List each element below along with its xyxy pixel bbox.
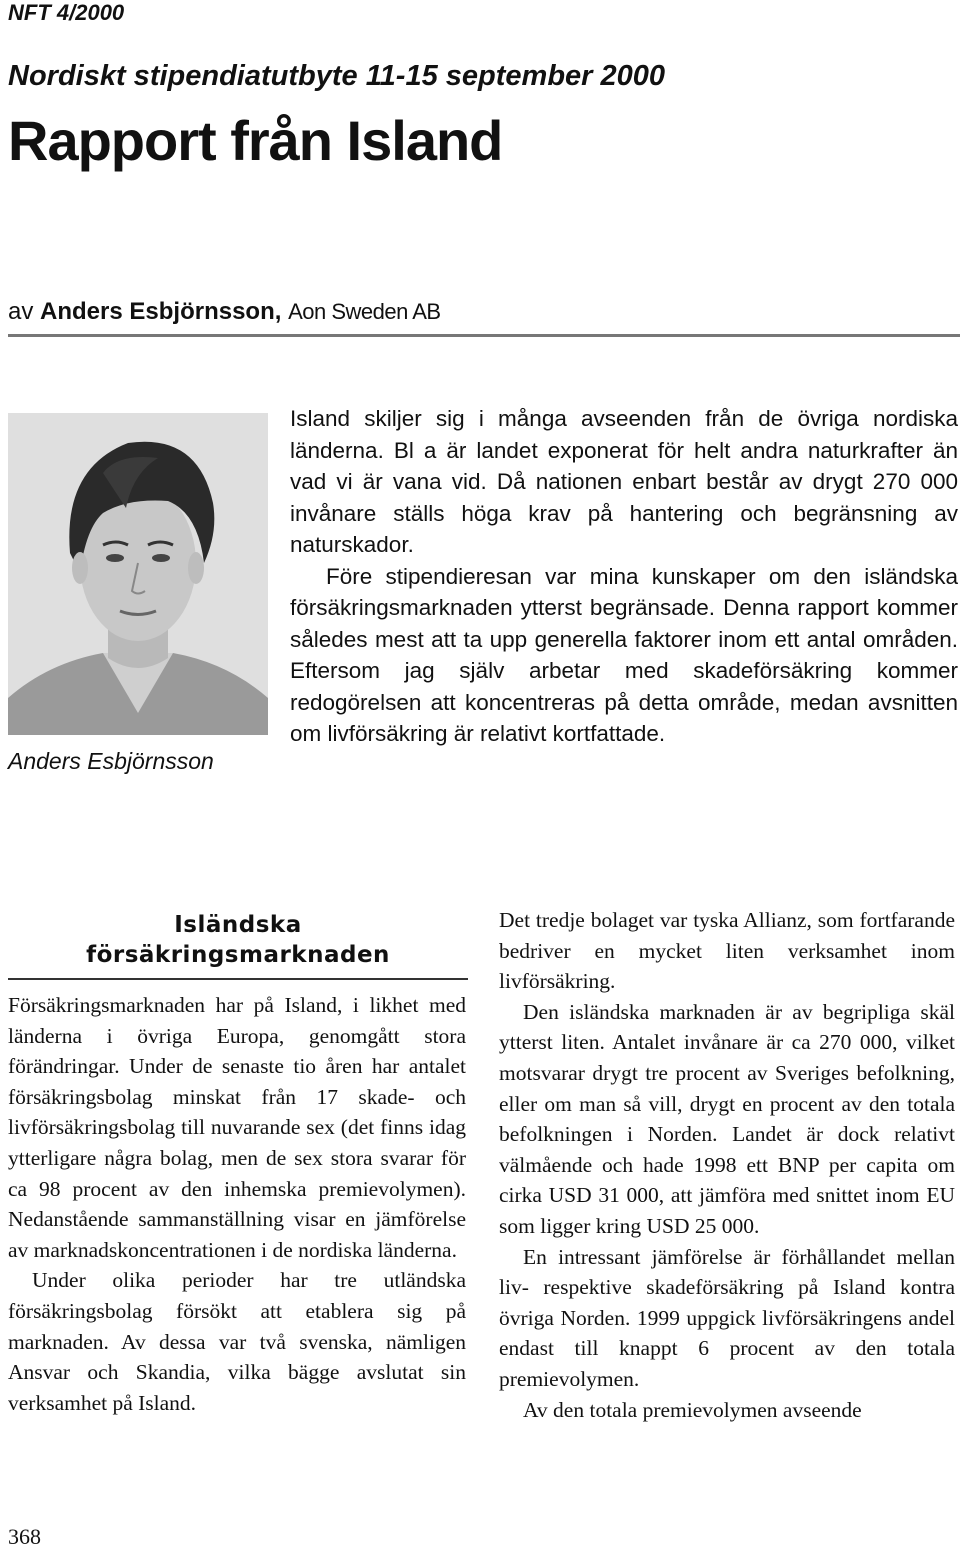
author-name: Anders Esbjörnsson, [40,298,282,325]
article-title: Rapport från Island [8,109,503,172]
section-heading-line: försäkringsmarknaden [86,942,390,968]
section-heading [8,910,468,970]
page-number: 368 [8,1524,41,1549]
right-column [499,905,955,1425]
body-paragraph: Under olika perioder har tre utländska försäkringsbolag försökt att etablera sig på marknaden. Av dessa var två svenska, nämligen Ansvar och Skandia, vilka bägge avslutat sin verksamhet på Island. [8,1268,466,1415]
intro-paragraph: Före stipendieresan var mina kunskaper om den isländska försäkringsmarknaden ytterst begränsade. Denna rapport kommer således mest att ta upp generella faktorer inom ett antal områden. Eftersom jag själv arbetar med skadeförsäkring kommer redogörelsen att koncentreras på detta område, medan avsnitten om livförsäkring är relativt kortfattade. [290,563,958,746]
body-paragraph: Det tredje bolaget var tyska Allianz, som fortfarande bedriver en mycket liten verksamhet inom livförsäkring. [499,908,955,994]
header-divider [8,334,960,337]
intro-paragraph: Island skiljer sig i många avseenden från de övriga nordiska länderna. Bl a är landet exponerat för helt andra naturkrafter än vad vi är vana vid. Då nationen enbart består av drygt 270 000 invånare ställs höga krav på hantering och begränsning av naturskador. [290,406,958,557]
issue-label: NFT 4/2000 [8,0,125,25]
photo-caption: Anders Esbjörnsson [8,748,214,774]
body-paragraph: Försäkringsmarknaden har på Island, i likhet med länderna i övriga Europa, genomgått stora förändringar. Under de senaste tio åren har antalet försäkringsbolag minskat från 17 skade- och livförsäkringsbolag till nuvarande sex (det finns idag ytterligare några bolag, men de sex stora svarar för ca 98 procent av den inhemska premievolymen). Nedanstående sammanställning visar en jämförelse av marknadskoncentrationen i de nordiska länderna. [8,993,466,1262]
left-column [8,990,466,1418]
section-heading-line: Isländska [174,912,302,938]
byline [8,298,441,326]
article-subtitle: Nordiskt stipendiatutbyte 11-15 september 2000 [8,60,666,92]
author-organization: Aon Sweden AB [288,299,441,324]
section-divider [8,978,468,980]
body-paragraph: Av den totala premievolymen avseende [523,1397,862,1422]
body-paragraph: Den isländska marknaden är av begripliga skäl ytterst liten. Antalet invånare är ca 270 000, vilket motsvarar drygt tre procent av Sveriges befolkning, eller om man så vill, drygt en procent av den totala befolkningen i Norden. Landet är dock relativt välmående och hade 1998 ett BNP per capita om cirka USD 31 000, att jämföra med snittet inom EU som ligger kring USD 25 000. [499,999,955,1238]
intro-text [290,403,958,750]
byline-prefix: av [8,298,34,325]
body-paragraph: En intressant jämförelse är förhållandet mellan liv- respektive skadeförsäkring på Island kontra övriga Norden. 1999 uppgick livförsäkringens andel endast till knappt 6 procent av den totala premievolymen. [499,1244,955,1391]
author-photo [8,413,268,735]
